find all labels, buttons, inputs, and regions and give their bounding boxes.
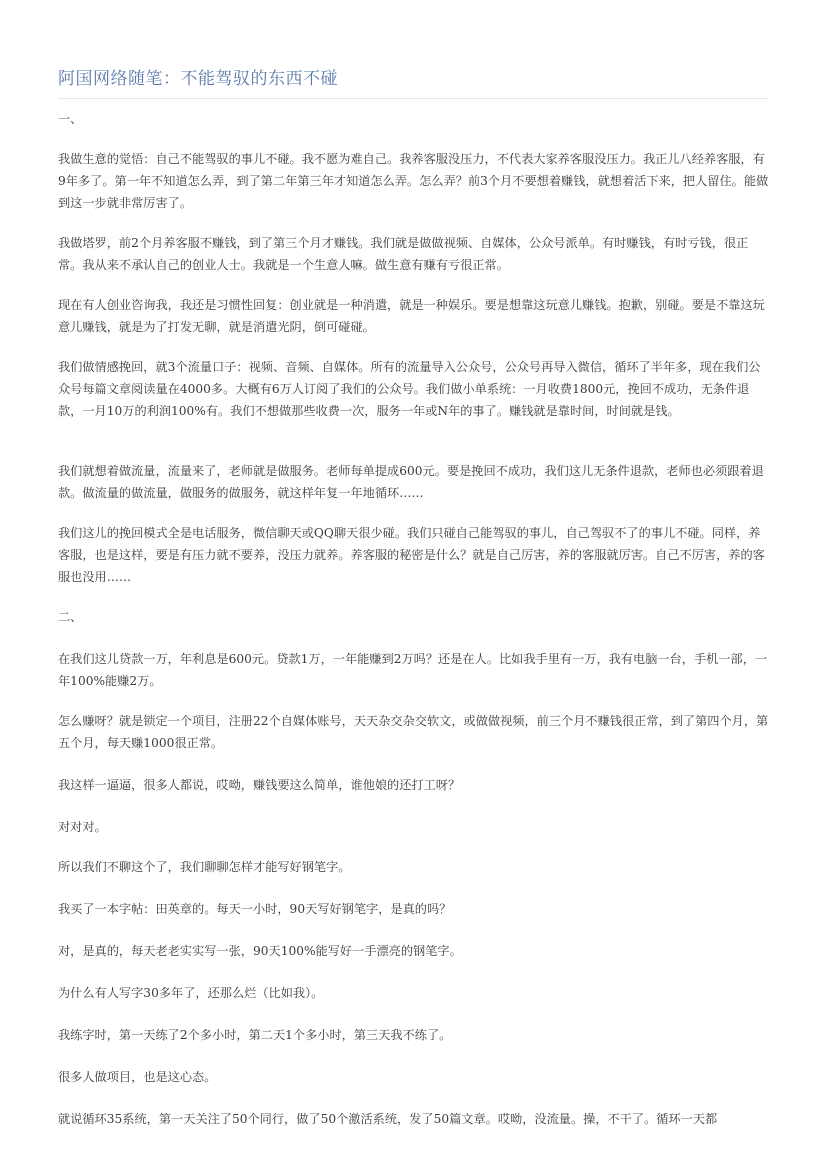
paragraph: 我做生意的觉悟：自己不能驾驭的事儿不碰。我不愿为难自己。我养客服没压力，不代表大家养客服没压力。我正儿八经养客服，有9年多了。第一年不知道怎么弄，到了第二年第三年才知道怎么弄。怎么弄？前3个月不要想着赚钱，就想着活下来，把人留住。能做到这一步就非常厉害了。 [58, 152, 769, 210]
paragraph: 现在有人创业咨询我，我还是习惯性回复：创业就是一种消遣，就是一种娱乐。要是想靠这玩意儿赚钱。抱歉，别碰。要是不靠这玩意儿赚钱，就是为了打发无聊，就是消遣光阴，倒可碰碰。 [58, 298, 765, 334]
paragraph: 我买了一本字帖：田英章的。每天一小时，90天写好钢笔字，是真的吗？ [58, 902, 452, 916]
paragraph: 我做塔罗，前2个月养客服不赚钱，到了第三个月才赚钱。我们就是做做视频、自媒体，公众号派单。有时赚钱，有时亏钱，很正常。我从来不承认自己的创业人士。我就是一个生意人嘛。做生意有赚有亏很正常。 [58, 236, 749, 272]
paragraph: 在我们这儿贷款一万，年利息是600元。贷款1万，一年能赚到2万吗？还是在人。比如我手里有一万，我有电脑一台，手机一部，一年100%能赚2万。 [58, 652, 768, 688]
paragraph: 我这样一逼逼，很多人都说，哎呦，赚钱要这么简单，谁他娘的还打工呀？ [58, 778, 461, 792]
paragraph: 我练字时，第一天练了2个多小时，第二天1个多小时，第三天我不练了。 [58, 1028, 452, 1042]
paragraph: 我们就想着做流量，流量来了，老师就是做服务。老师每单提成600元。要是挽回不成功，我们这儿无条件退款，老师也必须跟着退款。做流量的做流量，做服务的做服务，就这样年复一年地循环…… [58, 464, 764, 500]
paragraph: 我们做情感挽回，就3个流量口子：视频、音频、自媒体。所有的流量导入公众号，公众号再导入微信，循环了半年多，现在我们公众号每篇文章阅读量在4000多。大概有6万人订阅了我们的公众号。我们做小单系统：一月收费1800元，挽回不成功，无条件退款，一月10万的利润100%有。我们不想做那些收费一次，服务一年或N年的事了。赚钱就是靠时间，时间就是钱。 [58, 360, 761, 418]
paragraph: 所以我们不聊这个了，我们聊聊怎样才能写好钢笔字。 [58, 860, 351, 874]
paragraph: 很多人做项目，也是这心态。 [58, 1070, 217, 1084]
paragraph: 我们这儿的挽回模式全是电话服务，微信聊天或QQ聊天很少碰。我们只碰自己能驾驭的事儿，自己驾驭不了的事儿不碰。同样，养客服，也是这样，要是有压力就不要养，没压力就养。养客服的秘密是什么？就是自己厉害，养的客服就厉害。自己不厉害，养的客服也没用…… [58, 526, 765, 584]
title-divider [58, 98, 768, 99]
paragraph: 为什么有人写字30多年了，还那么烂（比如我）。 [58, 986, 324, 1000]
paragraph: 对对对。 [58, 820, 107, 834]
paragraph: 对，是真的，每天老老实实写一张，90天100%能写好一手漂亮的钢笔字。 [58, 944, 462, 958]
paragraph: 就说循环35系统，第一天关注了50个同行，做了50个激活系统，发了50篇文章。哎呦，没流量。操，不干了。循环一天都 [58, 1112, 718, 1126]
article-title: 阿国网络随笔：不能驾驭的东西不碰 [58, 69, 338, 89]
section-heading: 二、 [58, 610, 83, 624]
paragraph: 怎么赚呀？就是锁定一个项目，注册22个自媒体账号，天天杂交杂交软文，或做做视频，前三个月不赚钱很正常，到了第四个月，第五个月，每天赚1000很正常。 [58, 714, 769, 750]
section-heading: 一、 [58, 112, 83, 126]
